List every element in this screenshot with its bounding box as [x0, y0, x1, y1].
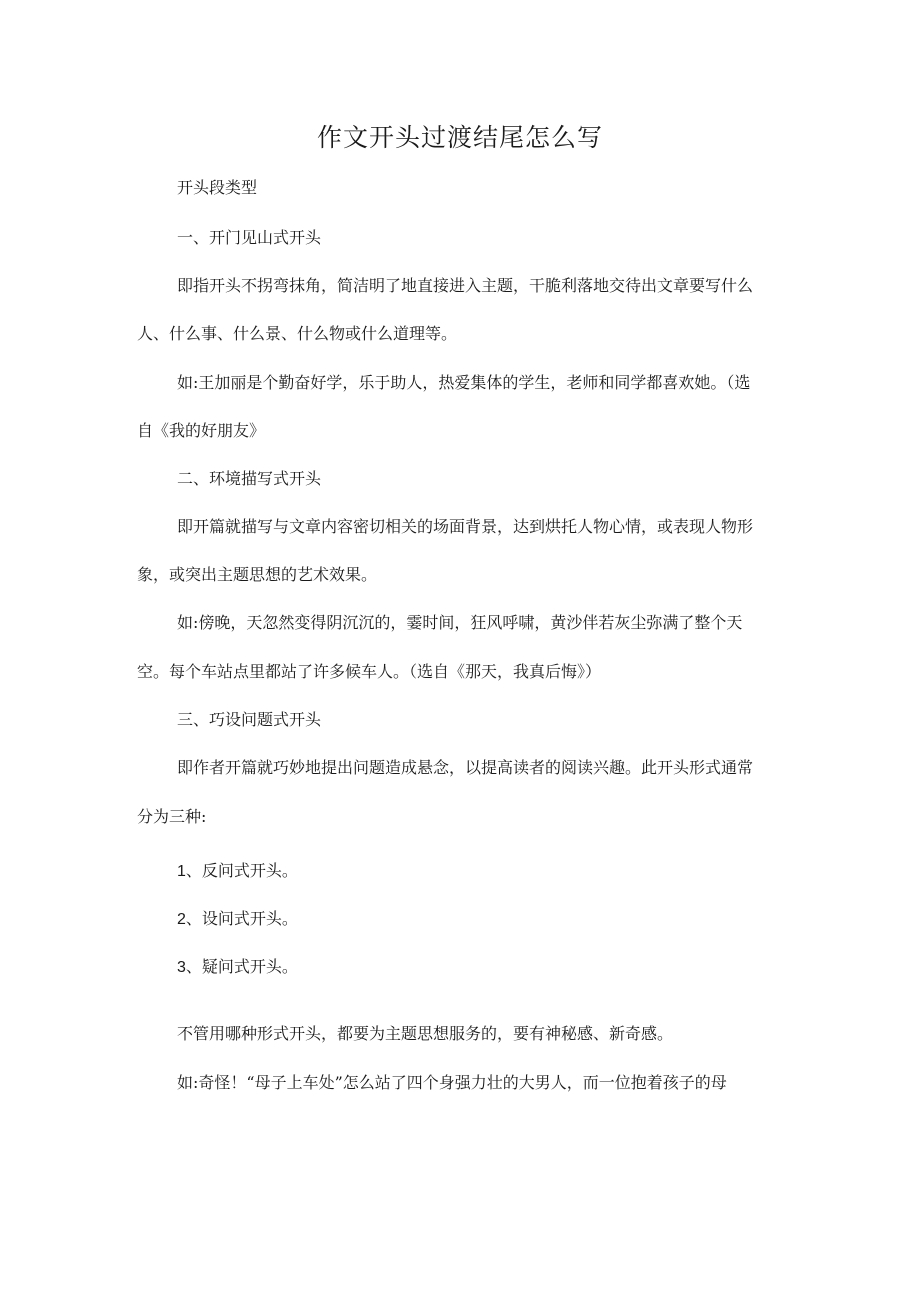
example-line: 空。每个车站点里都站了许多候车人。（选自《那天，我真后悔》） — [137, 662, 602, 681]
example-line: 自《我的好朋友》 — [137, 421, 266, 440]
list-item-text: 、反问式开头。 — [185, 861, 298, 880]
list-item-text: 、疑问式开头。 — [185, 957, 298, 976]
subheading-direct-opening: 一、开门见山式开头 — [177, 228, 322, 247]
paragraph-line: 即指开头不拐弯抹角，简洁明了地直接进入主题，干脆利落地交待出文章要写什么 — [177, 276, 754, 295]
list-item-number: 3 — [177, 959, 186, 976]
list-item — [177, 955, 787, 980]
list-item-number: 1 — [177, 863, 186, 880]
example-line: 如:王加丽是个勤奋好学，乐于助人，热爱集体的学生，老师和同学都喜欢她。（选 — [177, 373, 751, 392]
list-item — [177, 859, 787, 884]
example-line: 如:奇怪！“母子上车处”怎么站了四个身强力壮的大男人，而一位抱着孩子的母 — [177, 1073, 727, 1092]
paragraph-line: 象，或突出主题思想的艺术效果。 — [137, 565, 378, 584]
paragraph-line: 不管用哪种形式开头，都要为主题思想服务的，要有神秘感、新奇感。 — [177, 1024, 674, 1043]
list-item-text: 、设问式开头。 — [185, 909, 298, 928]
example-line: 如:傍晚，天忽然变得阴沉沉的，霎时间，狂风呼啸，黄沙伴若灰尘弥满了整个天 — [177, 613, 743, 632]
subheading-environment-opening: 二、环境描写式开头 — [177, 469, 322, 488]
paragraph-line: 分为三种: — [137, 807, 207, 826]
paragraph-line: 即开篇就描写与文章内容密切相关的场面背景，达到烘托人物心情，或表现人物形 — [177, 517, 754, 536]
section-heading-opening-types: 开头段类型 — [177, 178, 258, 197]
list-item — [177, 907, 787, 932]
list-item-number: 2 — [177, 911, 186, 928]
subheading-question-opening: 三、巧设问题式开头 — [177, 710, 322, 729]
page-title: 作文开头过渡结尾怎么写 — [316, 123, 603, 152]
paragraph-line: 人、什么事、什么景、什么物或什么道理等。 — [137, 324, 458, 343]
paragraph-line: 即作者开篇就巧妙地提出问题造成悬念，以提高读者的阅读兴趣。此开头形式通常 — [177, 758, 754, 777]
